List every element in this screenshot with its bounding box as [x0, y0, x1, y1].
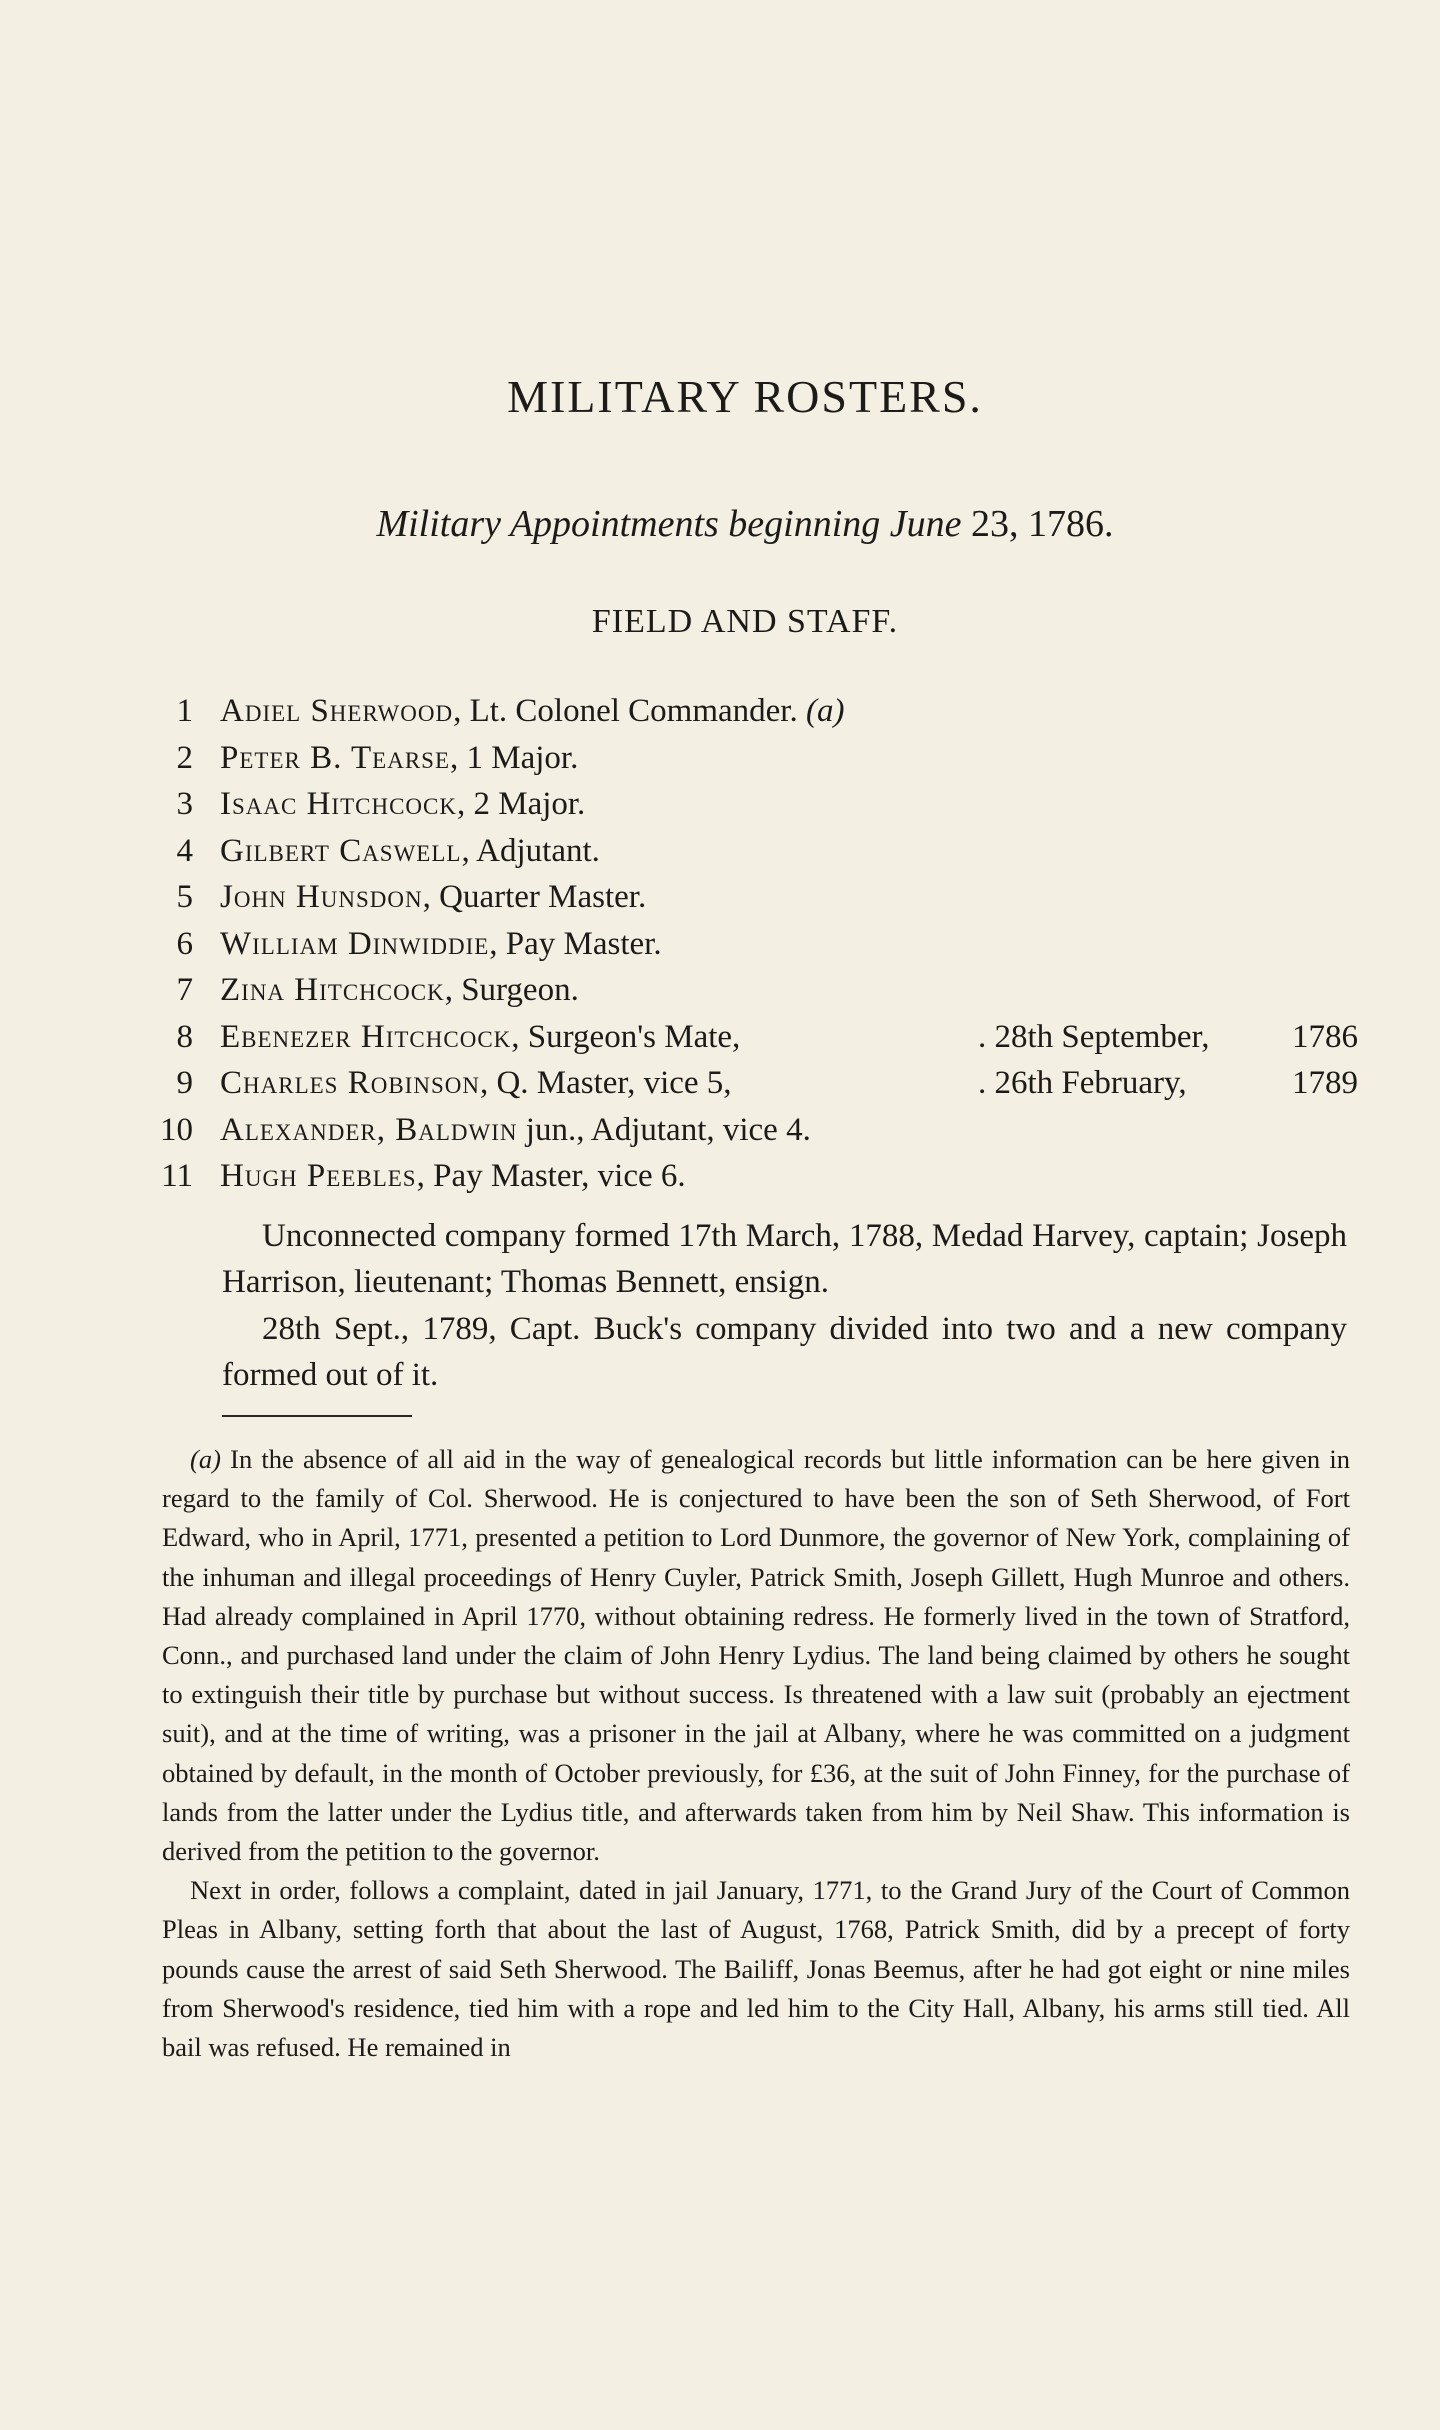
- footnote-divider: [222, 1415, 412, 1417]
- page-title: MILITARY ROSTERS.: [507, 371, 983, 422]
- roster-row: [148, 1060, 1358, 1107]
- footnotes: [162, 1440, 1350, 2067]
- roster-row: [148, 967, 1358, 1014]
- roster-number: 4: [176, 832, 193, 869]
- roster-name: Gilbert Caswell: [220, 832, 462, 869]
- roster-role: , Lt. Colonel Commander.: [453, 693, 798, 729]
- roster-entry: [220, 874, 646, 920]
- roster-number: 1: [176, 693, 193, 729]
- section-heading: FIELD AND STAFF.: [591, 603, 899, 640]
- roster-entry: [220, 688, 844, 734]
- roster-role: jun., Adjutant, vice 4.: [517, 1111, 811, 1148]
- roster-role: , Quarter Master.: [422, 879, 647, 915]
- footnote-marker: (a): [190, 1444, 221, 1474]
- body-paragraph: [222, 1213, 1347, 1305]
- roster-row: [148, 735, 1358, 782]
- roster-number: 2: [176, 739, 193, 776]
- roster-name: Adiel Sherwood: [220, 693, 454, 729]
- subtitle-italic: Military Appointments beginning June: [376, 503, 962, 545]
- roster-role: , Surgeon's Mate,: [511, 1018, 741, 1055]
- roster-list: [148, 688, 1358, 1200]
- roster-entry: [220, 828, 600, 874]
- footnote-paragraph: [162, 1871, 1350, 2067]
- roster-entry: [220, 1060, 732, 1106]
- roster-row: [148, 874, 1358, 921]
- subtitle-date: 23, 1786.: [971, 503, 1114, 545]
- roster-date: . 28th September,: [978, 1018, 1210, 1055]
- roster-name: Isaac Hitchcock: [220, 786, 457, 822]
- roster-number: 6: [176, 925, 193, 962]
- roster-name: John Hunsdon: [220, 879, 423, 915]
- paragraph-text: Unconnected company formed 17th March, 1788, Medad Harvey, captain; Joseph Harrison, lieutenant; Thomas Bennett, ensign.: [222, 1218, 1347, 1300]
- footnote-paragraph: [162, 1440, 1350, 1871]
- roster-number: 3: [176, 786, 193, 822]
- roster-name: Hugh Peebles: [220, 1158, 417, 1194]
- roster-name: Charles Robinson: [220, 1065, 480, 1101]
- roster-name: Ebenezer Hitchcock: [220, 1018, 512, 1055]
- roster-date: . 26th February,: [978, 1065, 1187, 1101]
- page-subtitle: [0, 502, 1440, 546]
- roster-entry: [220, 1153, 686, 1199]
- roster-year: 1789: [1292, 1065, 1358, 1101]
- roster-role: , 1 Major.: [450, 739, 579, 776]
- roster-role: , Q. Master, vice 5,: [479, 1065, 732, 1101]
- roster-entry: [220, 1014, 740, 1060]
- roster-entry: [220, 967, 579, 1013]
- roster-number: 7: [176, 972, 193, 1008]
- roster-number: 10: [160, 1111, 193, 1148]
- footnote-text: Next in order, follows a complaint, dated in jail January, 1771, to the Grand Jury of the Court of Common Pleas in Albany, setting forth that about the last of August, 1768, Patrick Smith, did by a precept of forty pounds cause the arrest of said Seth Sherwood. The Bailiff, Jonas Beemus, after he had got eight or nine miles from Sherwood's residence, tied him with a rope and led him to the City Hall, Albany, his arms still tied. All bail was refused. He remained in: [162, 1875, 1350, 2063]
- roster-row: [148, 781, 1358, 828]
- roster-row: [148, 1014, 1358, 1061]
- roster-role: , Surgeon.: [444, 972, 579, 1008]
- roster-entry: [220, 1107, 811, 1153]
- body-paragraph: [222, 1306, 1347, 1398]
- roster-row: [148, 1153, 1358, 1200]
- roster-role: , Pay Master.: [489, 925, 662, 962]
- paragraph-text: 28th Sept., 1789, Capt. Buck's company divided into two and a new company formed out of it.: [222, 1311, 1347, 1393]
- roster-name: Peter B. Tearse: [220, 739, 451, 776]
- roster-role: , Adjutant.: [461, 832, 600, 869]
- footnote-text: In the absence of all aid in the way of genealogical records but little information can be here given in regard to the family of Col. Sherwood. He is conjectured to have been the son of Seth Sherwood, of Fort Edward, who in April, 1771, presented a petition to Lord Dunmore, the governor of New York, complaining of the inhuman and illegal proceedings of Henry Cuyler, Patrick Smith, Joseph Gillett, Hugh Munroe and others. Had already complained in April 1770, without obtaining redress. He formerly lived in the town of Stratford, Conn., and purchased land under the claim of John Henry Lydius. The land being claimed by others he sought to extinguish their title by purchase but without success. Is threatened with a law suit (probably an ejectment suit), and at the time of writing, was a prisoner in the jail at Albany, where he was committed on a judgment obtained by default, in the month of October previously, for £36, at the suit of John Finney, for the purchase of lands from the latter under the Lydius title, and afterwards taken from him by Neil Shaw. This information is derived from the petition to the governor.: [162, 1444, 1350, 1867]
- roster-number: 11: [161, 1158, 193, 1194]
- roster-name: Alexander, Baldwin: [220, 1111, 518, 1148]
- roster-role: , 2 Major.: [456, 786, 586, 822]
- footnote-ref: (a): [805, 693, 845, 729]
- roster-row: [148, 921, 1358, 968]
- roster-name: Zina Hitchcock: [220, 972, 445, 1008]
- roster-row: [148, 828, 1358, 875]
- roster-number: 8: [176, 1018, 193, 1055]
- roster-number: 5: [176, 879, 193, 915]
- roster-number: 9: [176, 1065, 193, 1101]
- roster-row: [148, 1107, 1358, 1154]
- roster-entry: [220, 921, 662, 967]
- roster-year: 1786: [1292, 1018, 1358, 1055]
- roster-name: William Dinwiddie: [220, 925, 490, 962]
- roster-row: [148, 688, 1358, 735]
- roster-entry: [220, 735, 578, 781]
- roster-entry: [220, 781, 585, 827]
- roster-role: , Pay Master, vice 6.: [416, 1158, 686, 1194]
